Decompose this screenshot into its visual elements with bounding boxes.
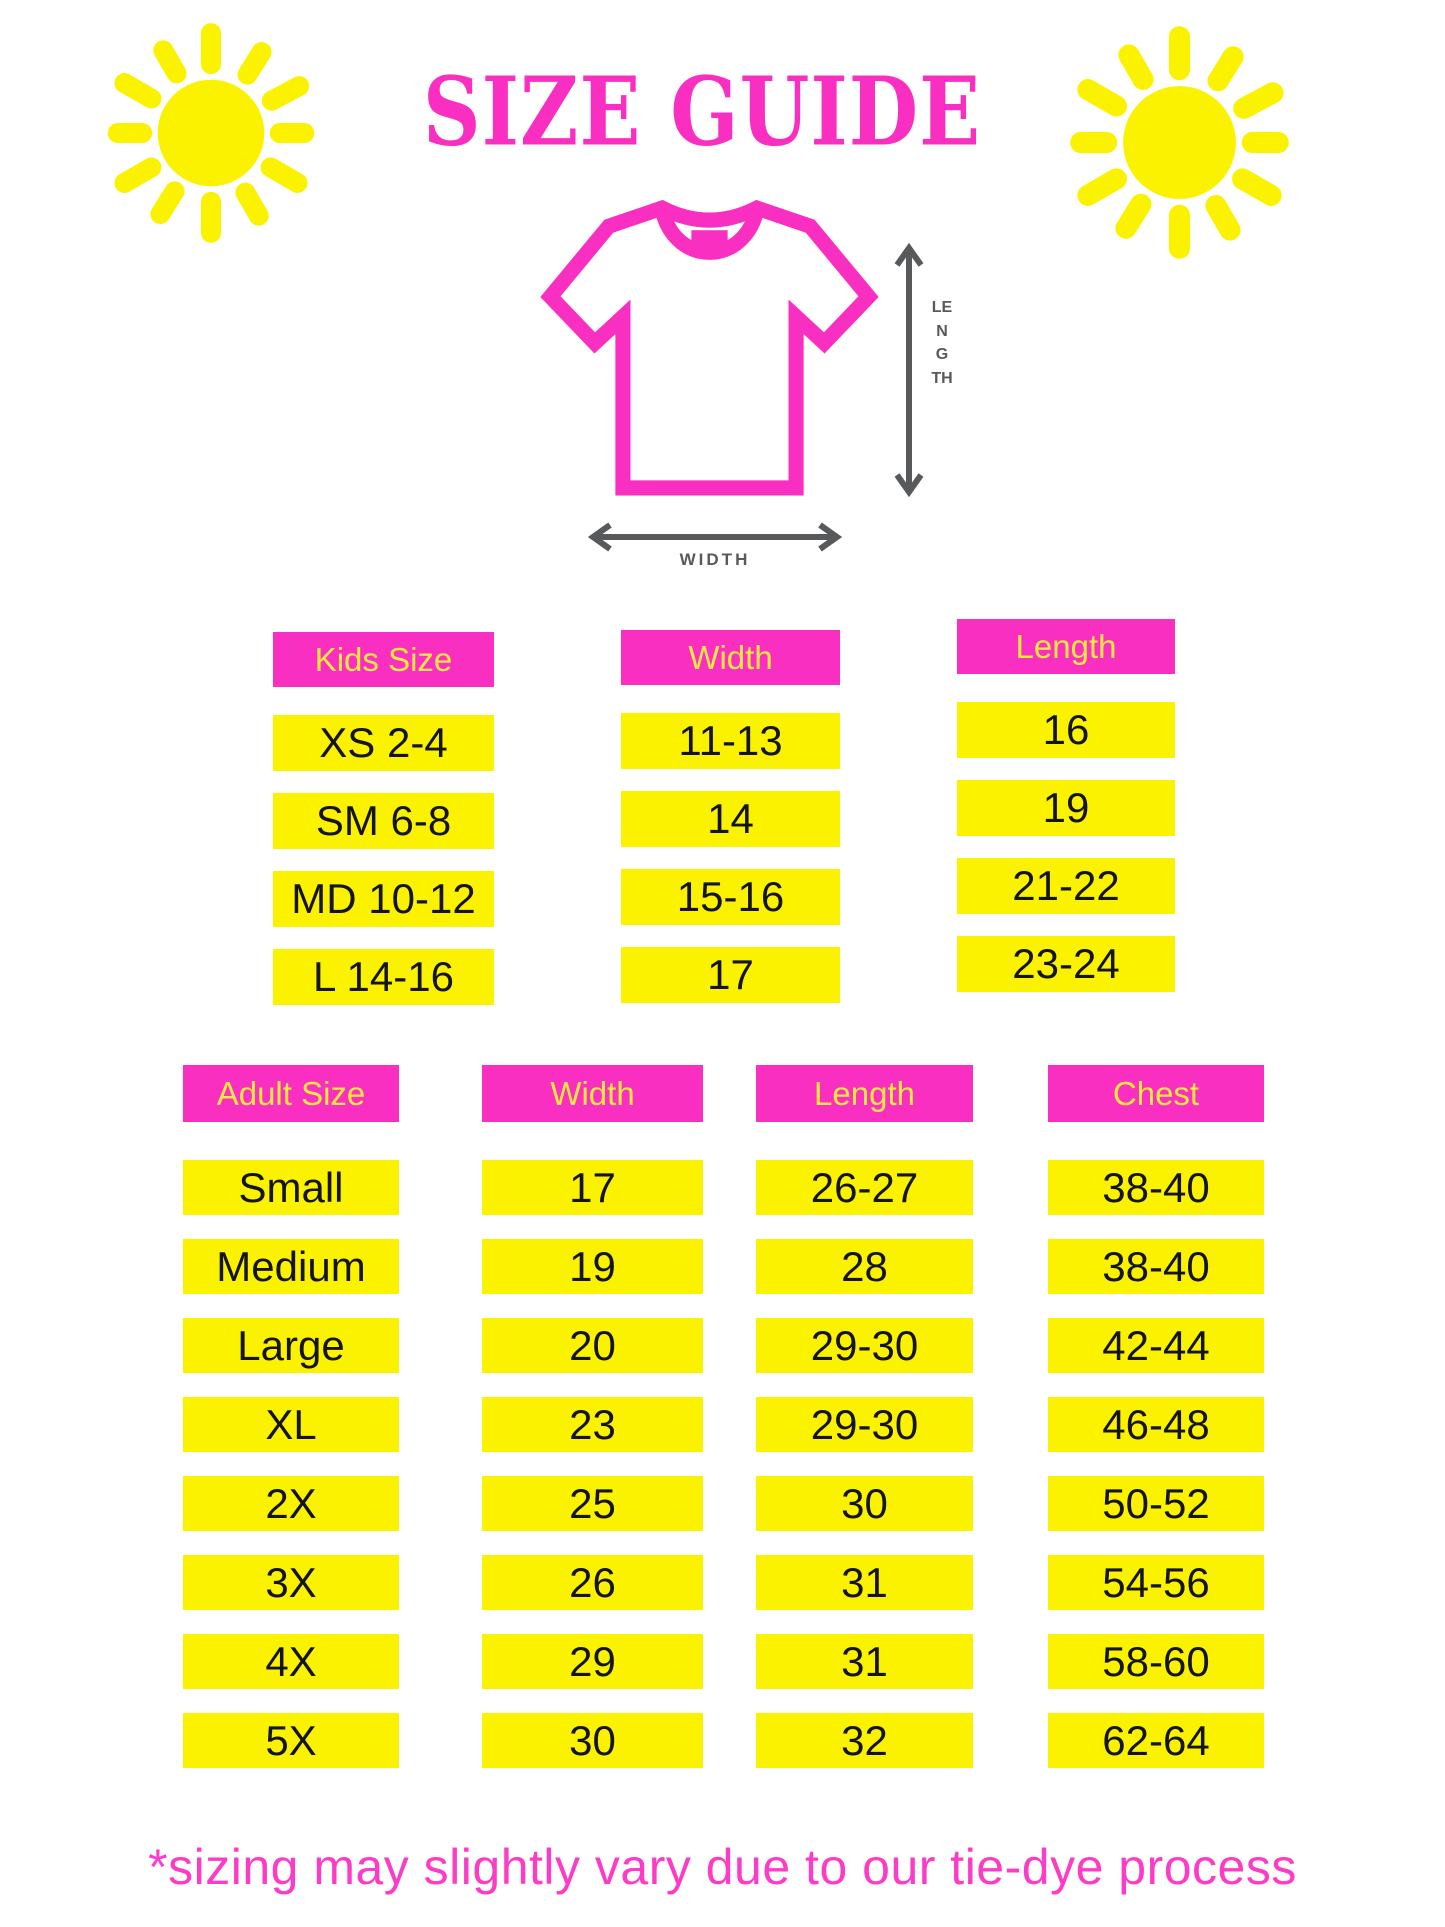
- data-cell: XL: [183, 1397, 399, 1452]
- data-cell: 30: [482, 1713, 703, 1768]
- data-cell: 29-30: [756, 1397, 973, 1452]
- data-cell: 14: [621, 791, 840, 847]
- data-cell: 3X: [183, 1555, 399, 1610]
- data-cell: 38-40: [1048, 1239, 1264, 1294]
- column-header: Length: [756, 1065, 973, 1122]
- data-cell: 31: [756, 1634, 973, 1689]
- data-cell: MD 10-12: [273, 871, 494, 927]
- footer-note: *sizing may slightly vary due to our tie-dye process: [148, 1839, 1297, 1895]
- data-cell: 4X: [183, 1634, 399, 1689]
- adult-table-width-column: [482, 1065, 703, 1768]
- data-cell: 23: [482, 1397, 703, 1452]
- sun-icon-right: [1062, 25, 1297, 260]
- data-cell: L 14-16: [273, 949, 494, 1005]
- data-cell: 26: [482, 1555, 703, 1610]
- data-cell: 32: [756, 1713, 973, 1768]
- data-cell: 31: [756, 1555, 973, 1610]
- column-header: Chest: [1048, 1065, 1264, 1122]
- kids-table-length-column: [957, 619, 1175, 992]
- data-cell: 20: [482, 1318, 703, 1373]
- data-cell: Large: [183, 1318, 399, 1373]
- data-cell: Medium: [183, 1239, 399, 1294]
- data-cell: 26-27: [756, 1160, 973, 1215]
- data-cell: 54-56: [1048, 1555, 1264, 1610]
- adult-table-size-column: [183, 1065, 399, 1768]
- column-header: Adult Size: [183, 1065, 399, 1122]
- data-cell: 58-60: [1048, 1634, 1264, 1689]
- data-cell: 42-44: [1048, 1318, 1264, 1373]
- sun-icon-left: [100, 22, 322, 244]
- data-cell: Small: [183, 1160, 399, 1215]
- data-cell: 5X: [183, 1713, 399, 1768]
- data-cell: 21-22: [957, 858, 1175, 914]
- data-cell: 17: [621, 947, 840, 1003]
- adult-table-length-column: [756, 1065, 973, 1768]
- data-cell: SM 6-8: [273, 793, 494, 849]
- length-label: LENGTH: [931, 299, 953, 387]
- tshirt-icon: [537, 198, 882, 500]
- data-cell: 11-13: [621, 713, 840, 769]
- data-cell: 16: [957, 702, 1175, 758]
- column-header: Width: [621, 630, 840, 685]
- data-cell: 29: [482, 1634, 703, 1689]
- length-arrow-icon: [890, 243, 928, 497]
- width-label: WIDTH: [679, 550, 751, 569]
- adult-table-chest-column: [1048, 1065, 1264, 1768]
- data-cell: XS 2-4: [273, 715, 494, 771]
- data-cell: 2X: [183, 1476, 399, 1531]
- page-title: SIZE GUIDE: [422, 56, 982, 167]
- data-cell: 15-16: [621, 869, 840, 925]
- column-header: Width: [482, 1065, 703, 1122]
- data-cell: 38-40: [1048, 1160, 1264, 1215]
- data-cell: 62-64: [1048, 1713, 1264, 1768]
- column-header: Kids Size: [273, 632, 494, 687]
- kids-table-width-column: [621, 630, 840, 1003]
- data-cell: 19: [957, 780, 1175, 836]
- data-cell: 50-52: [1048, 1476, 1264, 1531]
- data-cell: 46-48: [1048, 1397, 1264, 1452]
- data-cell: 23-24: [957, 936, 1175, 992]
- kids-table-size-column: [273, 632, 494, 1005]
- data-cell: 30: [756, 1476, 973, 1531]
- data-cell: 17: [482, 1160, 703, 1215]
- data-cell: 19: [482, 1239, 703, 1294]
- data-cell: 29-30: [756, 1318, 973, 1373]
- column-header: Length: [957, 619, 1175, 674]
- data-cell: 28: [756, 1239, 973, 1294]
- data-cell: 25: [482, 1476, 703, 1531]
